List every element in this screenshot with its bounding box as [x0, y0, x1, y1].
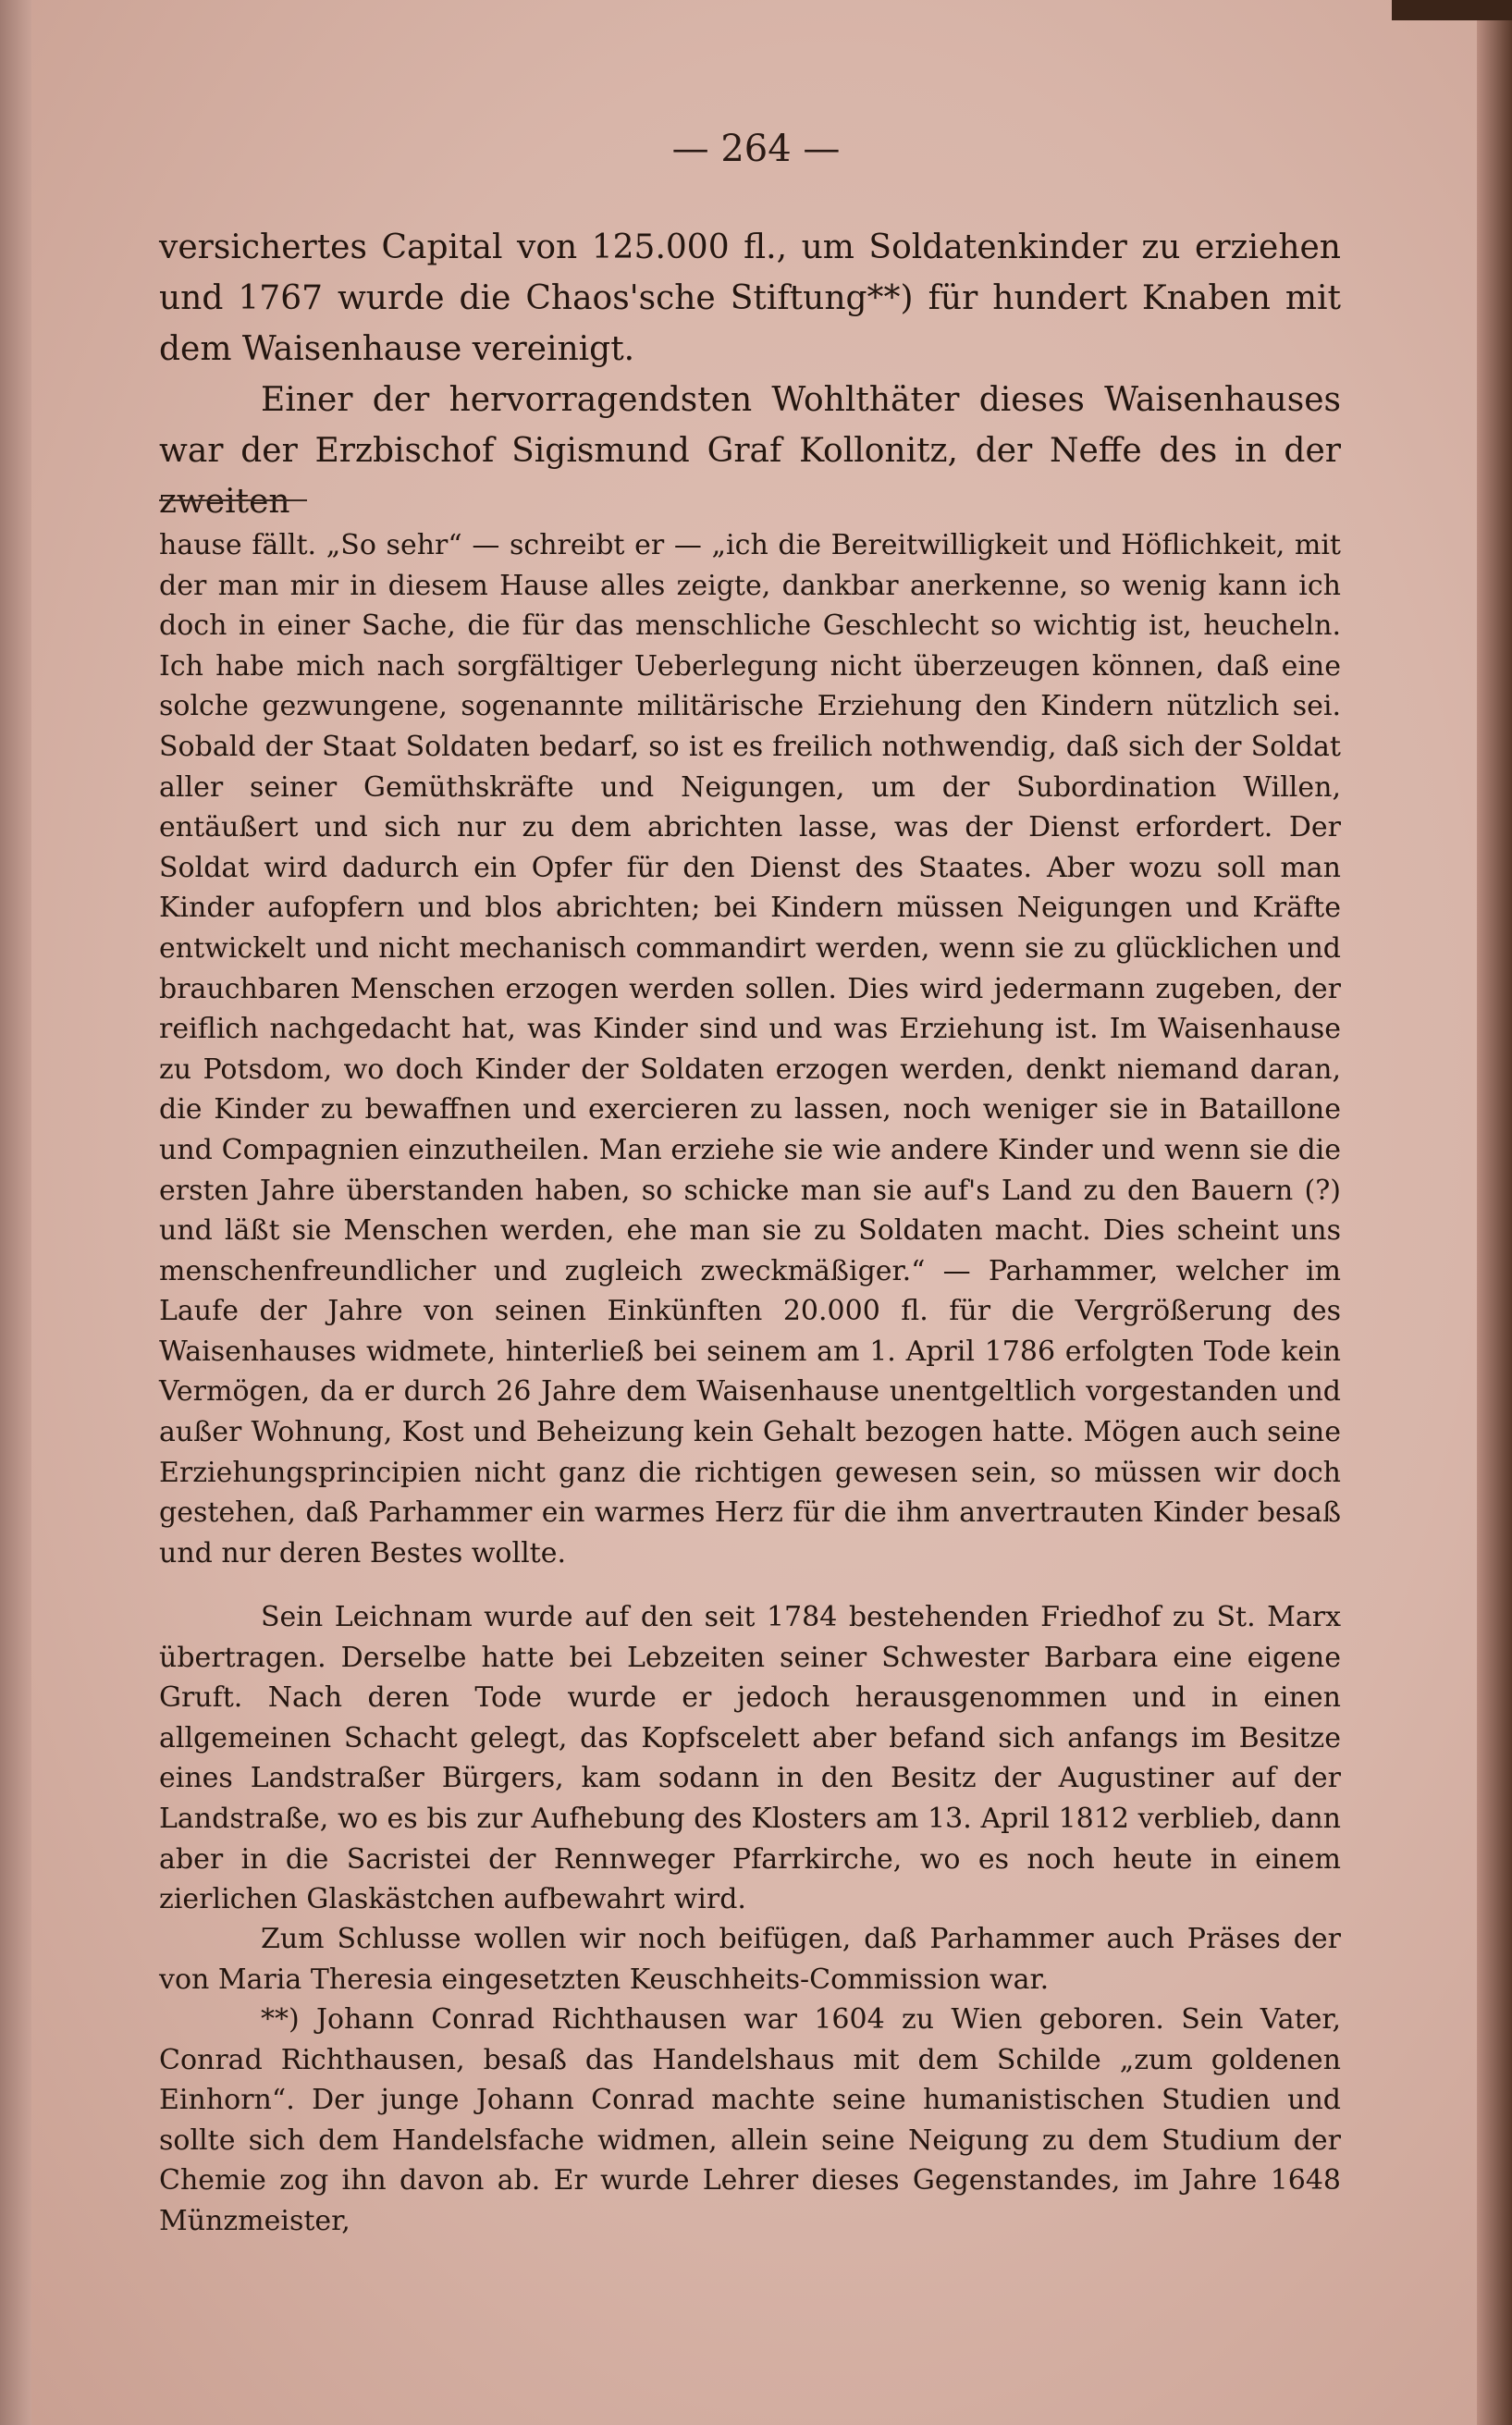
page-edge-shadow [1477, 0, 1512, 2425]
page-number: — 264 — [671, 128, 841, 170]
footnote-richthausen [159, 2000, 1341, 2242]
footnote-continuation [159, 525, 1341, 1573]
continuation-paragraph: versichertes Capital von 125.000 fl., um Soldatenkinder zu erziehen und 1767 wurde die Chaos'sche Stiftung**) für hundert Knaben mit dem Waisenhause vereinigt. [159, 228, 1341, 368]
main-text-paragraph [159, 375, 1341, 527]
page-gutter-shadow [0, 0, 31, 2425]
book-cover-corner [1392, 0, 1512, 20]
richthausen-paragraph: **) Johann Conrad Richthausen war 1604 zu Wien geboren. Sein Vater, Conrad Richthausen, besaß das Handelshaus mit dem Schilde „zum goldenen Einhorn“. Der junge Johann Conrad machte seine humanistischen Studien und sollte sich dem Handelsfache widmen, allein seine Neigung zu dem Studium der Chemie zog ihn davon ab. Er wurde Lehrer dieses Gegenstandes, im Jahre 1648 Münzmeister, [159, 2003, 1341, 2237]
kollonitz-paragraph: Einer der hervorragendsten Wohlthäter dieses Waisenhauses war der Erzbischof Sigismund Graf Kollonitz, der Neffe des in der zweiten [159, 381, 1341, 521]
footnote-paragraph-closing [159, 1919, 1341, 2000]
main-text-continuation [159, 222, 1341, 375]
footnote-paragraph-corpse [159, 1597, 1341, 1920]
footnote-quote-paragraph: hause fällt. „So sehr“ — schreibt er — „ich die Bereitwilligkeit und Höflichkeit, mit der man mir in diesem Hause alles zeigte, dankbar anerkenne, so wenig kann ich doch in einer Sache, die für das menschliche Geschlecht so wichtig ist, heucheln. Ich habe mich nach sorgfältiger Ueberlegung nicht überzeugen können, daß eine solche gezwungene, sogenannte militärische Erziehung den Kindern nützlich sei. Sobald der Staat Soldaten bedarf, so ist es freilich nothwendig, daß sich der Soldat aller seiner Gemüthskräfte und Neigungen, um der Subordination Willen, entäußert und sich nur zu dem abrichten lasse, was der Dienst erfordert. Der Soldat wird dadurch ein Opfer für den Dienst des Staates. Aber wozu soll man Kinder aufopfern und blos abrichten; bei Kindern müssen Neigungen und Kräfte entwickelt und nicht mechanisch commandirt werden, wenn sie zu glücklichen und brauchbaren Menschen erzogen werden sollen. Dies wird jedermann zugeben, der reiflich nachgedacht hat, was Kinder sind und was Erziehung ist. Im Waisenhause zu Potsdom, wo doch Kinder der Soldaten erzogen werden, denkt niemand daran, die Kinder zu bewaffnen und exercieren zu lassen, noch weniger sie in Bataillone und Compagnien einzutheilen. Man erziehe sie wie andere Kinder und wenn sie die ersten Jahre überstanden haben, so schicke man sie auf's Land zu den Bauern (?) und läßt sie Menschen werden, ehe man sie zu Soldaten macht. Dies scheint uns menschenfreundlicher und zugleich zweckmäßiger.“ — Parhammer, welcher im Laufe der Jahre von seinen Einkünften 20.000 fl. für die Vergrößerung des Waisenhauses widmete, hinterließ bei seinem am 1. April 1786 erfolgten Tode kein Vermögen, da er durch 26 Jahre dem Waisenhause unentgeltlich vorgestanden und außer Wohnung, Kost und Beheizung kein Gehalt bezogen hatte. Mögen auch seine Erziehungsprincipien nicht ganz die richtigen gewesen sein, so müssen wir doch gestehen, daß Parhammer ein warmes Herz für die ihm anvertrauten Kinder besaß und nur deren Bestes wollte. [159, 529, 1341, 1569]
closing-paragraph: Zum Schlusse wollen wir noch beifügen, daß Parhammer auch Präses der von Maria Theresia eingesetzten Keuschheits-Commission war. [159, 1923, 1341, 1996]
corpse-paragraph: Sein Leichnam wurde auf den seit 1784 bestehenden Friedhof zu St. Marx übertragen. Derselbe hatte bei Lebzeiten seiner Schwester Barbara eine eigene Gruft. Nach deren Tode wurde er jedoch herausgenommen und in einen allgemeinen Schacht gelegt, das Kopfscelett aber befand sich anfangs im Besitze eines Landstraßer Bürgers, kam sodann in den Besitz der Augustiner auf der Landstraße, wo es bis zur Aufhebung des Klosters am 13. April 1812 verblieb, dann aber in die Sacristei der Rennweger Pfarrkirche, wo es noch heute in einem zierlichen Glaskästchen aufbewahrt wird. [159, 1601, 1341, 1916]
footnote-separator [159, 499, 307, 501]
